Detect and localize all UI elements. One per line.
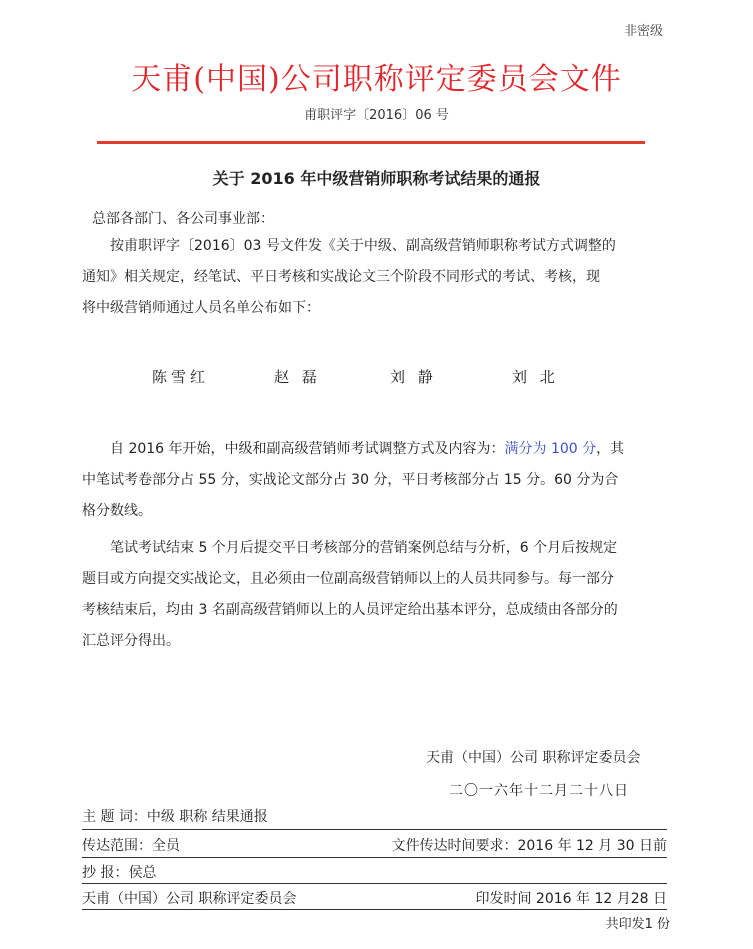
cc-value: 侯总	[128, 865, 157, 881]
footer-divider	[82, 883, 667, 884]
intro-paragraph	[82, 231, 666, 324]
cc-label: 抄 报：	[82, 865, 129, 881]
scoring-suffix: ，其	[596, 441, 625, 457]
intro-line-3: 将中级营销师通过人员名单公布如下：	[82, 300, 320, 316]
passed-name: 刘 静	[390, 368, 437, 386]
scoring-prefix: 自 2016 年开始，中级和副高级营销师考试调整方式及内容为：	[110, 441, 505, 457]
topic-words-label: 主 题 词：	[82, 809, 147, 825]
passed-name: 陈雪红	[152, 368, 210, 386]
intro-line-2: 通知》相关规定，经笔试、平日考核和实战论文三个阶段不同形式的考试、考核，现	[82, 269, 600, 285]
scoring-line-1	[82, 434, 666, 465]
document-subject: 关于 2016 年中级营销师职称考试结果的通报	[212, 169, 541, 188]
full-score-highlight: 满分为 100 分	[504, 441, 597, 457]
distribution-deadline: 文件传达时间要求：2016 年 12 月 30 日前	[391, 838, 667, 854]
distribution-scope	[82, 835, 180, 855]
topic-words-value: 中级 职称 结果通报	[146, 809, 268, 825]
issue-date: 印发时间 2016 年 12 月28 日	[475, 891, 667, 907]
scoring-line-2: 中笔试考卷部分占 55 分，实战论文部分占 30 分，平日考核部分占 15 分。60 分为合	[82, 472, 619, 488]
procedure-line-2: 题目或方向提交实战论文，且必须由一位副高级营销师以上的人员共同参与。每一部分	[82, 571, 614, 587]
issuer: 天甫（中国）公司 职称评定委员会	[82, 891, 297, 907]
copies-count: 共印发1 份	[605, 917, 670, 932]
footer-divider	[82, 909, 667, 910]
document-number: 甫职评字〔2016〕06 号	[304, 108, 449, 123]
passed-name: 赵 磊	[274, 368, 321, 386]
footer-divider	[82, 857, 667, 858]
topic-words	[82, 806, 268, 826]
salutation: 总部各部门、各公司事业部：	[92, 211, 274, 227]
cc-row	[82, 862, 156, 882]
procedure-line-3: 考核结束后，均由 3 名副高级营销师以上的人员评定给出基本评分，总成绩由各部分的	[82, 602, 618, 618]
intro-line-1: 按甫职评字〔2016〕03 号文件发《关于中级、副高级营销师职称考试方式调整的	[110, 238, 616, 254]
passed-name: 刘 北	[512, 368, 559, 386]
scoring-paragraph	[82, 434, 666, 527]
distribution-scope-value: 全员	[152, 838, 180, 854]
distribution-scope-label: 传达范围：	[82, 838, 152, 854]
footer-divider	[82, 829, 667, 830]
procedure-line-1: 笔试考试结束 5 个月后提交平日考核部分的营销案例总结与分析，6 个月后按规定	[110, 540, 618, 556]
procedure-line-4: 汇总评分得出。	[82, 633, 180, 649]
classification-label: 非密级	[623, 24, 663, 39]
signature-date: 二〇一六年十二月二十八日	[449, 783, 629, 799]
procedure-paragraph	[82, 533, 666, 657]
header-red-rule	[97, 141, 645, 144]
signature-organization: 天甫（中国）公司 职称评定委员会	[426, 750, 641, 766]
document-header-title: 天甫(中国)公司职称评定委员会文件	[131, 62, 622, 97]
scoring-line-3: 格分数线。	[82, 503, 152, 519]
